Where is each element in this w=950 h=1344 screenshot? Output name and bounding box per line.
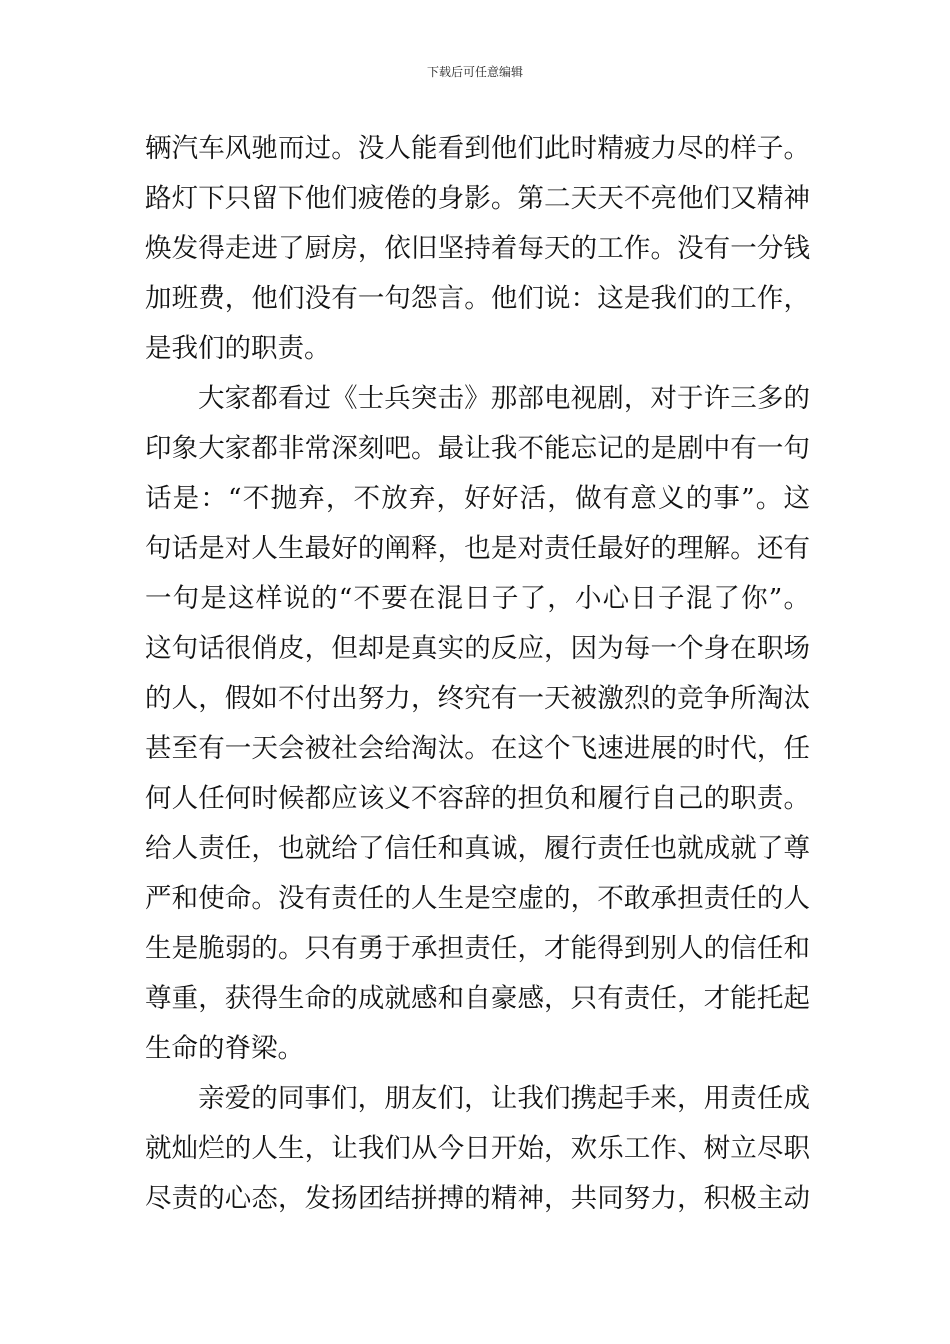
text-line: 生命的脊梁。 [145, 1033, 304, 1064]
text-line: 的人，假如不付出努力，终究有一天被激烈的竞争所淘汰 [145, 683, 810, 714]
text-line: 加班费，他们没有一句怨言。他们说：这是我们的工作， [145, 283, 810, 314]
page-header: 下载后可任意编辑 [426, 65, 523, 79]
text-line: 甚至有一天会被社会给淘汰。在这个飞速进展的时代，任 [145, 733, 810, 764]
text-line: 尊重，获得生命的成就感和自豪感，只有责任，才能托起 [145, 983, 810, 1014]
text-line: 焕发得走进了厨房，依旧坚持着每天的工作。没有一分钱 [145, 233, 810, 264]
text-line: 就灿烂的人生，让我们从今日开始，欢乐工作、树立尽职 [145, 1133, 810, 1164]
text-line: 是我们的职责。 [145, 333, 331, 364]
text-line: 亲爱的同事们，朋友们，让我们携起手来，用责任成 [198, 1083, 810, 1114]
text-line: 给人责任，也就给了信任和真诚，履行责任也就成就了尊 [145, 833, 810, 864]
text-line: 生是脆弱的。只有勇于承担责任，才能得到别人的信任和 [145, 933, 810, 964]
body-text [145, 124, 810, 1224]
text-line: 一句是这样说的“不要在混日子了，小心日子混了你”。 [145, 583, 810, 614]
text-line: 何人任何时候都应该义不容辞的担负和履行自己的职责。 [145, 783, 810, 814]
text-line: 路灯下只留下他们疲倦的身影。第二天天不亮他们又精神 [145, 183, 810, 214]
text-line: 句话是对人生最好的阐释，也是对责任最好的理解。还有 [145, 533, 810, 564]
text-line: 话是：“不抛弃，不放弃，好好活，做有意义的事”。这 [145, 483, 810, 514]
text-line: 尽责的心态，发扬团结拼搏的精神，共同努力，积极主动 [145, 1183, 810, 1214]
text-line: 印象大家都非常深刻吧。最让我不能忘记的是剧中有一句 [145, 433, 810, 464]
text-line: 辆汽车风驰而过。没人能看到他们此时精疲力尽的样子。 [145, 133, 810, 164]
text-line: 这句话很俏皮，但却是真实的反应，因为每一个身在职场 [145, 633, 810, 664]
text-line: 大家都看过《士兵突击》那部电视剧，对于许三多的 [198, 383, 810, 414]
text-line: 严和使命。没有责任的人生是空虚的，不敢承担责任的人 [145, 883, 810, 914]
